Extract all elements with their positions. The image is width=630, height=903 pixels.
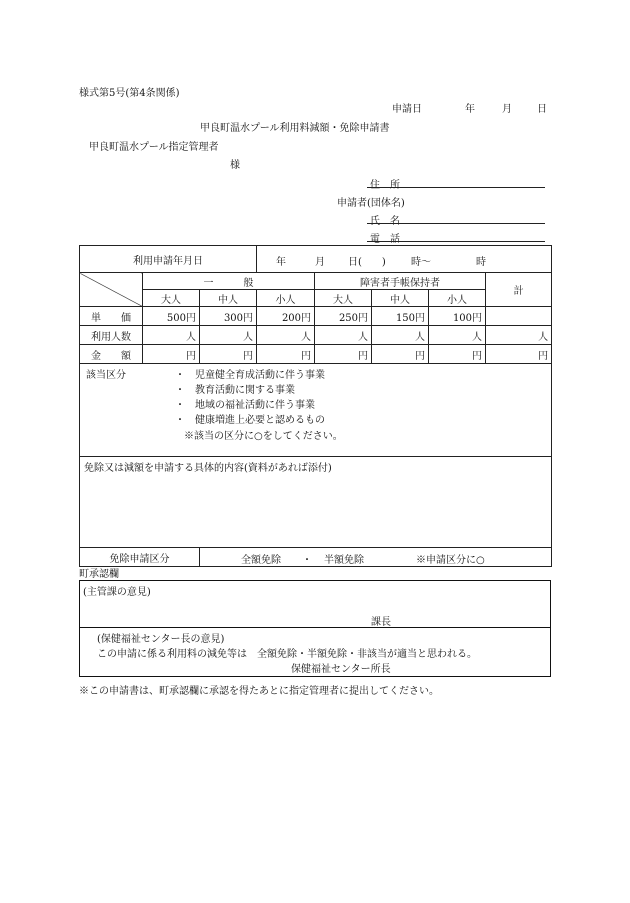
category-item[interactable] xyxy=(175,381,295,396)
usage-date-label: 利用申請年月日 xyxy=(80,246,257,273)
phone-line[interactable] xyxy=(367,241,545,242)
usage-time-to: 時 xyxy=(476,257,487,268)
category-item-text: 地域の福祉活動に伴う事業 xyxy=(195,400,315,411)
subheader-cell: 小人 xyxy=(429,290,486,307)
approval-heading: 町承認欄 xyxy=(79,569,119,580)
exemption-note: ※申請区分に○ xyxy=(416,555,485,566)
unit-price-total-cell xyxy=(486,307,552,326)
category-item-text: 教育活動に関する事業 xyxy=(195,385,295,396)
exemption-options xyxy=(200,548,552,567)
application-table xyxy=(79,245,552,567)
center-chief-label: 保健福祉センター所長 xyxy=(291,664,391,675)
amount-total-cell[interactable]: 円 xyxy=(486,345,552,364)
form-title: 甲良町温水プール利用料減額・免除申請書 xyxy=(200,123,390,134)
name-line[interactable] xyxy=(367,223,545,224)
dept-opinion-cell[interactable] xyxy=(80,581,551,628)
unit-price-cell: 150円 xyxy=(372,307,429,326)
unit-price-cell: 100円 xyxy=(429,307,486,326)
application-date-label: 申請日 xyxy=(392,104,422,115)
usage-month: 月 xyxy=(315,257,326,268)
unit-price-cell: 300円 xyxy=(200,307,257,326)
amount-cell[interactable]: 円 xyxy=(315,345,372,364)
exemption-half-option[interactable]: 半額免除 xyxy=(324,555,364,566)
details-cell[interactable] xyxy=(80,457,552,548)
count-cell[interactable]: 人 xyxy=(429,326,486,345)
approval-table xyxy=(79,580,551,677)
category-note: ※該当の区分に○をしてください。 xyxy=(184,431,343,442)
address-line[interactable] xyxy=(367,187,545,188)
usage-time-from: 時〜 xyxy=(411,257,432,268)
center-opinion-label: (保健福祉センター長の意見) xyxy=(97,634,225,645)
center-opinion-cell[interactable] xyxy=(80,628,551,677)
unit-price-cell: 250円 xyxy=(315,307,372,326)
footer-note: ※この申請書は、町承認欄に承認を得たあとに指定管理者に提出してください。 xyxy=(79,686,439,697)
subheader-cell: 中人 xyxy=(372,290,429,307)
count-cell[interactable]: 人 xyxy=(315,326,372,345)
amount-cell[interactable]: 円 xyxy=(257,345,315,364)
application-date-month: 月 xyxy=(502,104,512,115)
exemption-full-option[interactable]: 全額免除 xyxy=(241,555,281,566)
subheader-cell: 小人 xyxy=(257,290,315,307)
count-cell[interactable]: 人 xyxy=(372,326,429,345)
bullet: ・ xyxy=(175,415,185,426)
bullet: ・ xyxy=(175,370,185,381)
phone-label: 電 話 xyxy=(370,234,400,245)
exemption-separator: ・ xyxy=(302,555,312,566)
unit-price-label: 単 価 xyxy=(80,307,143,326)
subheader-cell: 大人 xyxy=(315,290,372,307)
category-item[interactable] xyxy=(175,411,325,426)
application-date-day: 日 xyxy=(537,104,547,115)
category-item-text: 健康増進上必要と認めるもの xyxy=(195,415,325,426)
diagonal-header-cell xyxy=(80,273,143,307)
amount-cell[interactable]: 円 xyxy=(200,345,257,364)
category-item[interactable] xyxy=(175,366,325,381)
amount-label: 金 額 xyxy=(80,345,143,364)
application-date-year: 年 xyxy=(465,104,475,115)
address-label: 住 所 xyxy=(370,180,400,191)
category-item-text: 児童健全育成活動に伴う事業 xyxy=(195,370,325,381)
header-general: 一 般 xyxy=(143,273,315,290)
applicant-group-label: 申請者(団体名) xyxy=(337,198,405,209)
section-chief-label: 課長 xyxy=(371,617,391,628)
subheader-cell: 中人 xyxy=(200,290,257,307)
bullet: ・ xyxy=(175,400,185,411)
exemption-label: 免除申請区分 xyxy=(80,548,200,567)
addressee-honorific: 様 xyxy=(230,160,240,171)
usage-day: 日( ) xyxy=(348,257,386,268)
count-total-cell[interactable]: 人 xyxy=(486,326,552,345)
usage-year: 年 xyxy=(276,257,287,268)
amount-cell[interactable]: 円 xyxy=(372,345,429,364)
name-label: 氏 名 xyxy=(370,216,400,227)
amount-cell[interactable]: 円 xyxy=(143,345,200,364)
category-cell xyxy=(80,364,552,457)
count-cell[interactable]: 人 xyxy=(257,326,315,345)
subheader-cell: 大人 xyxy=(143,290,200,307)
form-number: 様式第5号(第4条関係) xyxy=(79,88,180,99)
addressee: 甲良町温水プール指定管理者 xyxy=(89,142,219,153)
unit-price-cell: 200円 xyxy=(257,307,315,326)
count-cell[interactable]: 人 xyxy=(143,326,200,345)
center-opinion-text: この申請に係る利用料の減免等は 全額免除・半額免除・非該当が適当と思われる。 xyxy=(97,649,477,660)
unit-price-cell: 500円 xyxy=(143,307,200,326)
count-label: 利用人数 xyxy=(80,326,143,345)
category-label: 該当区分 xyxy=(86,370,126,381)
header-disabled: 障害者手帳保持者 xyxy=(315,273,486,290)
details-label: 免除又は減額を申請する具体的内容(資料があれば添付) xyxy=(84,463,332,474)
amount-cell[interactable]: 円 xyxy=(429,345,486,364)
count-cell[interactable]: 人 xyxy=(200,326,257,345)
usage-date-field[interactable] xyxy=(257,246,552,273)
bullet: ・ xyxy=(175,385,185,396)
category-item[interactable] xyxy=(175,396,315,411)
dept-opinion-label: (主管課の意見) xyxy=(83,587,151,598)
header-total: 計 xyxy=(486,273,552,307)
